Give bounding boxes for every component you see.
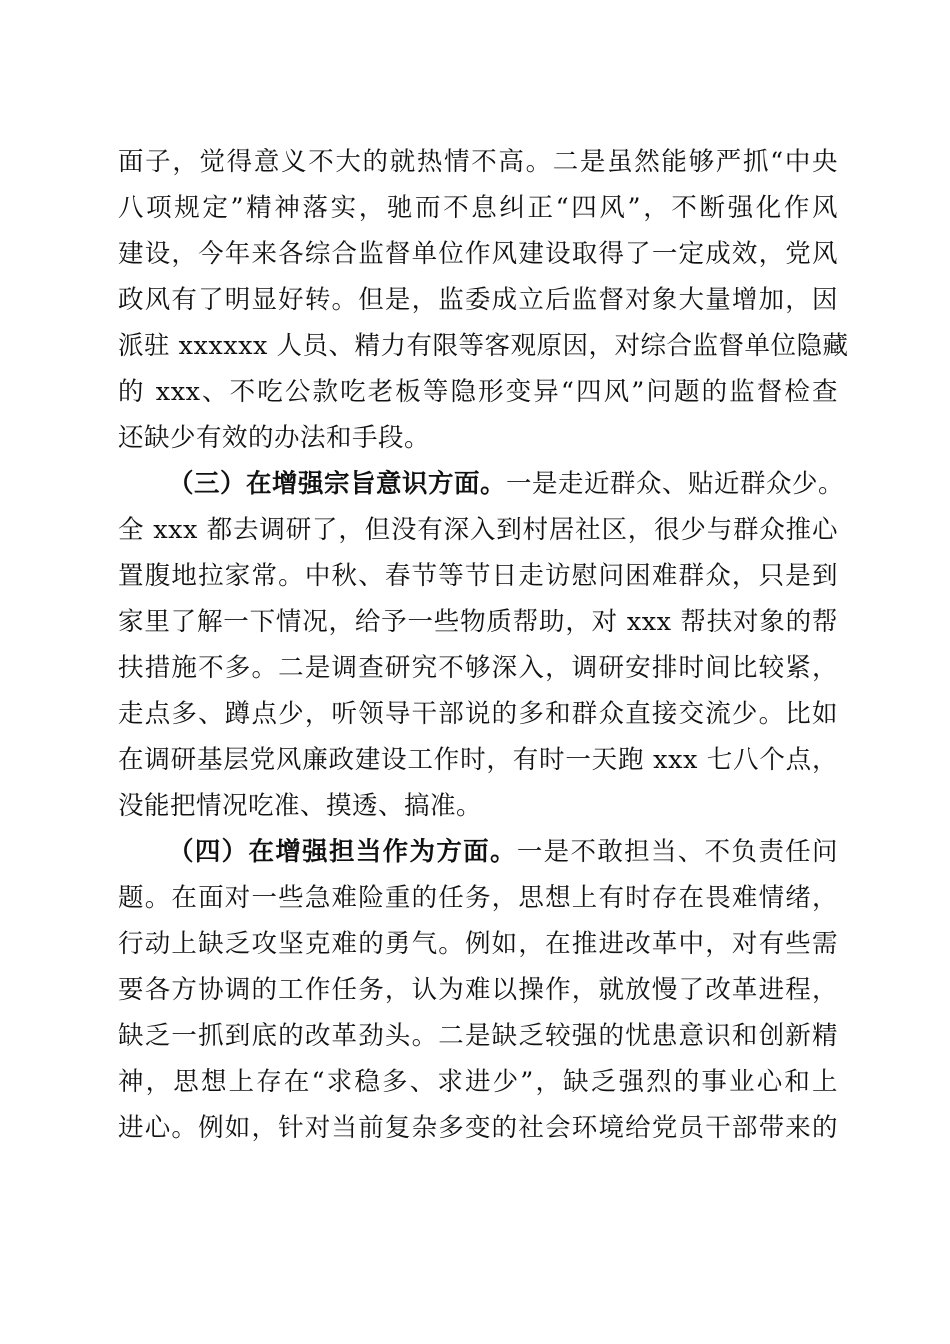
section-three-first-line [168, 464, 845, 504]
body-text-line: 要各方协调的工作任务，认为难以操作，就放慢了改革进程， [118, 975, 838, 1005]
body-text-line: 在调研基层党风廉政建设工作时，有时一天跑 xxx 七八个点， [118, 745, 838, 775]
body-text-line: 建设，今年来各综合监督单位作风建设取得了一定成效，党风 [118, 239, 838, 269]
body-text-line: 神，思想上存在“求稳多、求进少”，缺乏强烈的事业心和上 [118, 1067, 838, 1097]
body-text-line: 置腹地拉家常。中秋、春节等节日走访慰问困难群众，只是到 [118, 561, 838, 591]
body-text-line: 还缺少有效的办法和手段。 [118, 423, 431, 453]
body-text-line: 家里了解一下情况，给予一些物质帮助，对 xxx 帮扶对象的帮 [118, 607, 838, 637]
body-text-line: 走点多、蹲点少，听领导干部说的多和群众直接交流少。比如 [118, 699, 838, 729]
body-text-line: 没能把情况吃准、摸透、搞准。 [118, 791, 483, 821]
section-four-lead-text: 一是不敢担当、不负责任问 [516, 837, 838, 867]
body-text-line: 的 xxx、不吃公款吃老板等隐形变异“四风”问题的监督检查 [118, 377, 838, 407]
body-text-line: 进心。例如，针对当前复杂多变的社会环境给党员干部带来的 [118, 1113, 838, 1143]
body-text-line: 面子，觉得意义不大的就热情不高。二是虽然能够严抓“中央 [118, 147, 838, 177]
body-text-line: 题。在面对一些急难险重的任务，思想上有时存在畏难情绪， [118, 883, 838, 913]
body-text-line: 缺乏一抓到底的改革劲头。二是缺乏较强的忧患意识和创新精 [118, 1021, 838, 1051]
body-text-line: 行动上缺乏攻坚克难的勇气。例如，在推进改革中，对有些需 [118, 929, 838, 959]
section-four-first-line [168, 832, 838, 872]
body-text-line: 政风有了明显好转。但是，监委成立后监督对象大量增加，因 [118, 285, 838, 315]
section-three-heading: （三）在增强宗旨意识方面。 [168, 469, 507, 499]
body-text-line: 派驻 xxxxxx 人员、精力有限等客观原因，对综合监督单位隐藏 [118, 331, 849, 361]
body-text-line: 扶措施不多。二是调查研究不够深入，调研安排时间比较紧， [118, 653, 838, 683]
body-text-line: 全 xxx 都去调研了，但没有深入到村居社区，很少与群众推心 [118, 515, 838, 545]
section-four-heading: （四）在增强担当作为方面。 [168, 837, 517, 867]
section-three-lead-text: 一是走近群众、贴近群众少。 [506, 469, 845, 499]
body-text-line: 八项规定”精神落实，驰而不息纠正“四风”，不断强化作风 [118, 193, 838, 223]
